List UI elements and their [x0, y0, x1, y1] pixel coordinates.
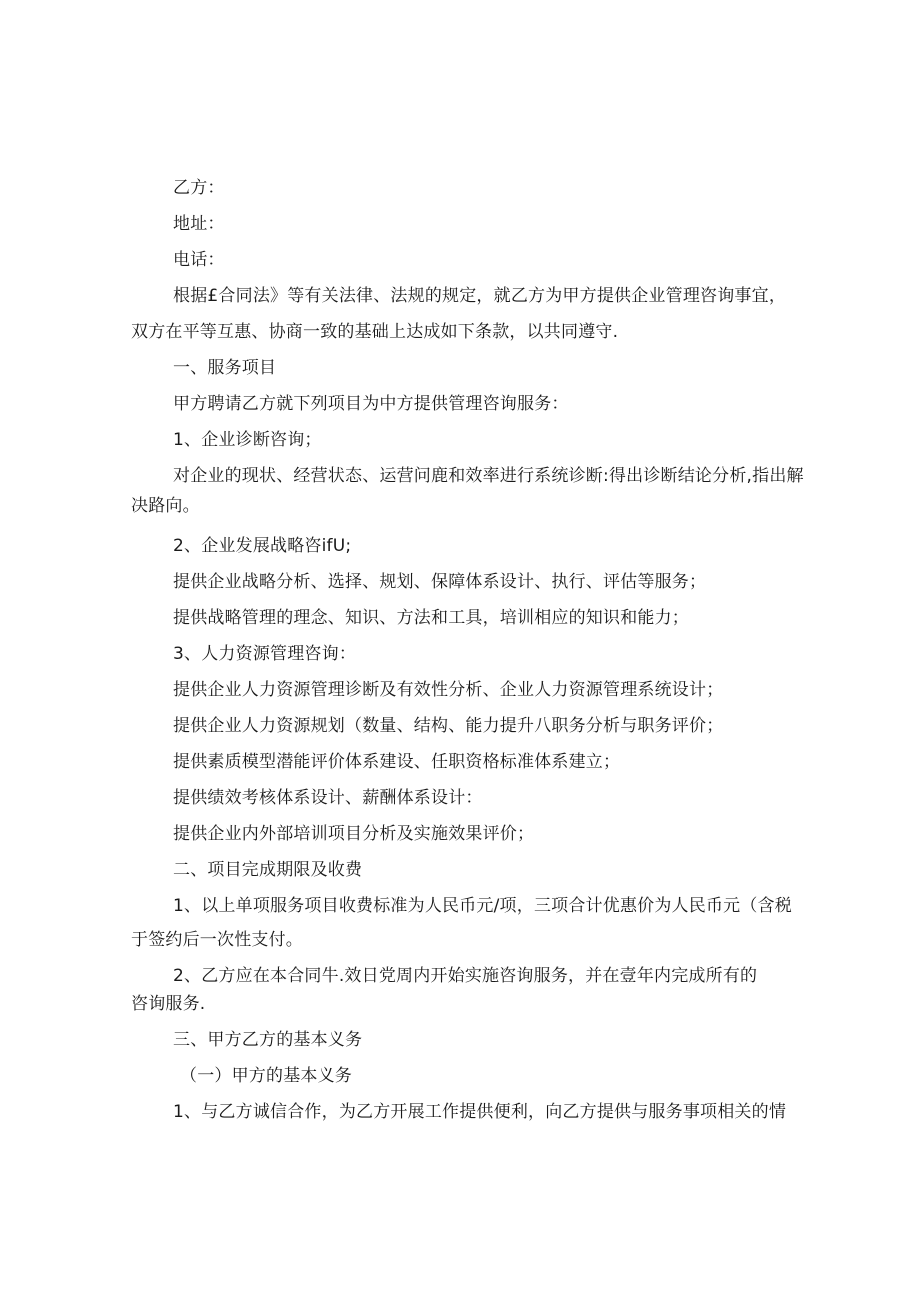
paragraph-line: 决路向。 [131, 496, 200, 516]
paragraph-line: 提供企业战略分析、选择、规划、保障体系设计、执行、评估等服务； [173, 572, 707, 592]
paragraph-line: 提供素质模型潜能评价体系建设、任职资格标准体系建立； [173, 752, 621, 772]
paragraph-line: 1、以上单项服务项目收费标准为人民币元/项，三项合计优惠价为人民币元（含税 [173, 896, 792, 916]
paragraph-line: 提供战略管理的理念、知识、方法和工具，培训相应的知识和能力； [173, 608, 689, 628]
paragraph-line: 提供绩效考核体系设计、薪酬体系设计： [173, 788, 483, 808]
paragraph-line: 甲方聘请乙方就下列项目为中方提供管理咨询服务： [173, 394, 569, 414]
preamble-line-1: 根据£合同法》等有关法律、法规的规定，就乙方为甲方提供企业管理咨询事宜， [173, 286, 787, 306]
subsection-heading-party-a: （一）甲方的基本义务 [180, 1066, 352, 1086]
section-heading-obligations: 三、甲方乙方的基本义务 [173, 1030, 363, 1050]
paragraph-line: 提供企业人力资源管理诊断及有效性分析、企业人力资源管理系统设计； [173, 680, 724, 700]
section-heading-term-fees: 二、项目完成期限及收费 [173, 860, 363, 880]
list-item-heading: 2、企业发展战略咨ifU; [173, 536, 352, 556]
paragraph-line: 于签约后一次性支付。 [131, 930, 303, 950]
list-item-heading: 3、人力资源管理咨询： [173, 644, 357, 664]
paragraph-line: 1、与乙方诚信合作，为乙方开展工作提供便利，向乙方提供与服务事项相关的情 [173, 1102, 787, 1122]
paragraph-line: 2、乙方应在本合同牛.效日党周内开始实施咨询服务，并在壹年内完成所有的 [173, 966, 758, 986]
phone-label: 电话： [173, 250, 225, 270]
preamble-line-2: 双方在平等互惠、协商一致的基础上达成如下条款，以共同遵守. [131, 322, 619, 342]
paragraph-line: 提供企业内外部培训项目分析及实施效果评价； [173, 824, 535, 844]
paragraph-line: 提供企业人力资源规划（数量、结构、能力提升八职务分析与职务评价； [173, 716, 724, 736]
paragraph-line: 对企业的现状、经营状态、运营问鹿和效率进行系统诊断:得出诊断结论分析,指出解 [173, 466, 804, 486]
list-item-heading: 1、企业诊断咨询； [173, 430, 322, 450]
section-heading-services: 一、服务项目 [173, 358, 277, 378]
paragraph-line: 咨询服务. [131, 994, 206, 1014]
address-label: 地址： [173, 214, 225, 234]
party-b-label: 乙方： [173, 178, 225, 198]
